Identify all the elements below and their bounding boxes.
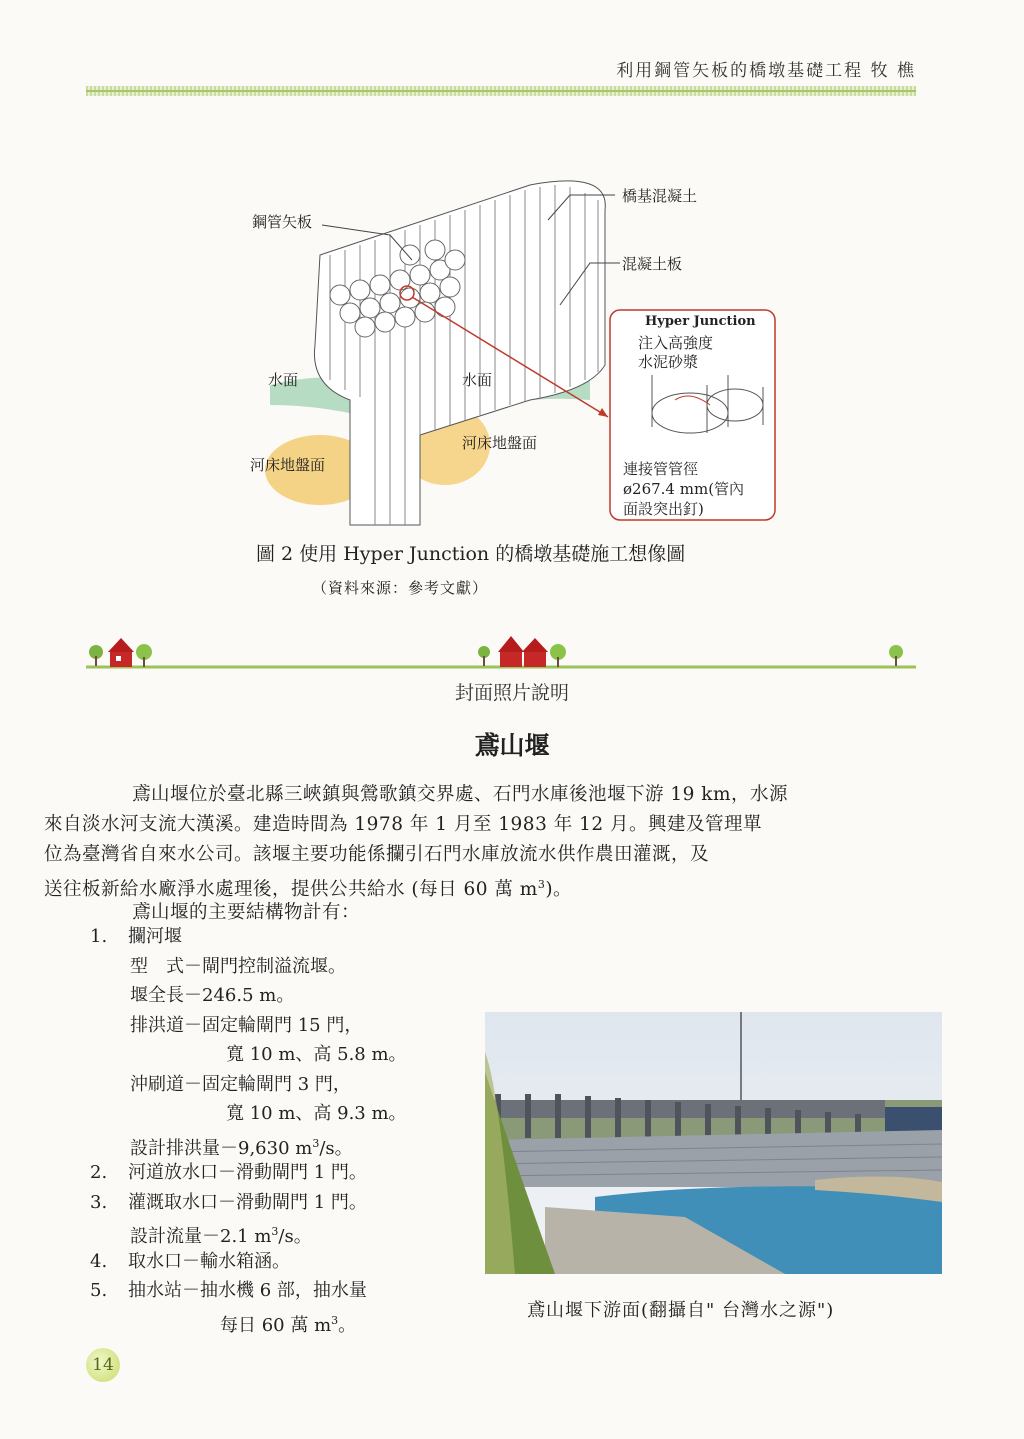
paragraph-structures: 鳶山堰的主要結構物計有： — [132, 902, 361, 923]
inset-line-4: ø267.4 mm(管內 — [623, 480, 745, 498]
figure-caption: 圖 2 使用 Hyper Junction 的橋墩基礎施工想像圖 — [256, 543, 686, 565]
label-riverbed-left: 河床地盤面 — [250, 456, 326, 474]
header-rule-line — [86, 90, 916, 92]
inset-title: Hyper Junction — [645, 314, 756, 329]
tree-icon — [889, 645, 903, 666]
structure-list: 1. 攔河堰 型 式－閘門控制溢流堰。 堰全長－246.5 m。 排洪道－固定輪閘門 15 門， 寬 10 m、高 5.8 m。 沖刷道－固定輪閘門 3 門， 寬 10 m、高 9.3 m。 設計排洪量－9,630 $m^3/s$。 2. 河道放水口－滑動閘門 1 門。 3. 灌溉取水口－滑動閘門 1 門。 設計流量－2.1 $m^3/s$。 4. 取水口－輸水箱涵。 5. 抽水站－抽水機 6 部，抽水量 每日 60 萬 $m^3$。 — [90, 926, 407, 1336]
section-title: 鳶山堰 — [474, 731, 550, 760]
page-number: 14 — [86, 1348, 120, 1382]
label-riverbed-mid: 河床地盤面 — [462, 434, 538, 452]
inset-line-5: 面設突出釘) — [623, 500, 704, 518]
photo-caption: 鳶山堰下游面(翻攝自" 台灣水之源") — [527, 1300, 835, 1321]
label-water-mid: 水面 — [462, 371, 493, 389]
label-pier-concrete: 橋基混凝土 — [622, 187, 698, 205]
inset-line-2: 水泥砂漿 — [638, 353, 699, 371]
label-water-left: 水面 — [268, 371, 299, 389]
inset-line-3: 連接管管徑 — [623, 460, 699, 478]
house-icon — [478, 636, 566, 667]
pier-foundation-figure — [230, 165, 790, 535]
label-steel-sheet-pile: 鋼管矢板 — [252, 213, 313, 231]
running-header: 利用鋼管矢板的橋墩基礎工程 牧 樵 — [616, 61, 916, 81]
label-concrete-slab: 混凝土板 — [622, 255, 683, 273]
house-icon — [89, 638, 152, 667]
house-divider — [86, 630, 916, 672]
inset-line-1: 注入高強度 — [638, 334, 714, 352]
section-heading: 封面照片說明 — [454, 682, 569, 704]
weir-photo — [485, 1012, 942, 1274]
figure-source: （資料來源：參考文獻） — [312, 579, 489, 597]
paragraph-intro: 鳶山堰位於臺北縣三峽鎮與鶯歌鎮交界處、石門水庫後池堰下游 19 km，水源 來自淡水河支流大漢溪。建造時間為 1978 年 1 月至 1983 年 12 月。興建及管理單 位為臺灣省自來水公司。該堰主要功能係攔引石門水庫放流水供作農田灌溉，及 送往板新給水廠淨水處理後，提供公共給水 (每日 60 萬 $m^3$)。 — [44, 784, 789, 901]
